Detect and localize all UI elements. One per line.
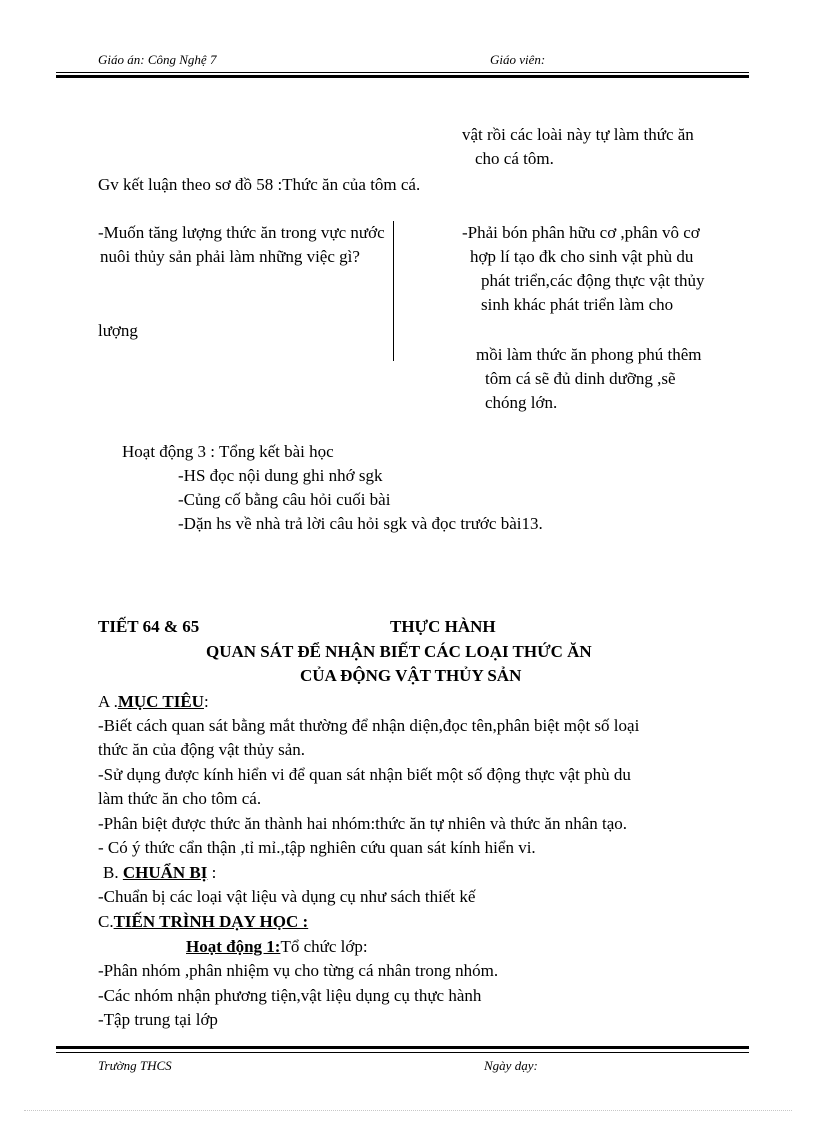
question-line: nuôi thủy sản phải làm những việc gì? [100, 247, 360, 266]
activity3-title: Hoạt động 3 : Tổng kết bài học [122, 442, 334, 461]
teacher-conclusion: Gv kết luận theo sơ đồ 58 :Thức ăn của tôm cá. [98, 175, 421, 194]
activity3-item: -Dặn hs về nhà trả lời câu hỏi sgk và đọc trước bài13. [178, 514, 543, 533]
procedure-line: -Các nhóm nhận phương tiện,vật liệu dụng cụ thực hành [98, 986, 482, 1005]
header-right: Giáo viên: [490, 52, 546, 67]
footer-rule-thin [56, 1052, 749, 1053]
preparation-line: -Chuẩn bị các loại vật liệu và dụng cụ như sách thiết kế [98, 887, 476, 906]
answer-line: tôm cá sẽ đủ dinh dưỡng ,sẽ [485, 369, 676, 388]
lesson-kind: THỰC HÀNH [390, 617, 496, 636]
lesson-title: QUAN SÁT ĐỂ NHẬN BIẾT CÁC LOẠI THỨC ĂN [206, 642, 592, 661]
header-rule-thick [56, 75, 749, 78]
answer-line: -Phải bón phân hữu cơ ,phân vô cơ [462, 223, 700, 242]
header-left: Giáo án: Công Nghệ 7 [98, 52, 217, 67]
footer-left: Trường THCS [98, 1058, 172, 1073]
section-c-heading: C.TIẾN TRÌNH DẠY HỌC : [98, 912, 309, 931]
objective-line: - Có ý thức cẩn thận ,tỉ mỉ.,tập nghiên cứu quan sát kính hiển vi. [98, 838, 536, 857]
answer-orphan-word: lượng [98, 321, 138, 340]
right-column-line: cho cá tôm. [475, 149, 554, 168]
answer-line: sinh khác phát triển làm cho [481, 295, 674, 314]
objective-line: thức ăn của động vật thủy sản. [98, 740, 306, 759]
answer-line: chóng lớn. [485, 393, 558, 412]
answer-line: phát triển,các động thực vật thủy [481, 271, 705, 290]
section-a-heading: A .MỤC TIÊU: [98, 692, 209, 711]
section-b-heading: B. CHUẨN BỊ : [103, 863, 217, 882]
activity3-item: -HS đọc nội dung ghi nhớ sgk [178, 466, 383, 485]
answer-line: hợp lí tạo đk cho sinh vật phù du [470, 247, 694, 266]
footer-rule-thick [56, 1046, 749, 1049]
answer-line: mồi làm thức ăn phong phú thêm [476, 345, 702, 364]
objective-line: -Sử dụng được kính hiển vi để quan sát nhận biết một số động thực vật phù du [98, 765, 631, 784]
right-column-line: vật rồi các loài này tự làm thức ăn [462, 125, 694, 144]
activity1-heading: Hoạt động 1:Tổ chức lớp: [186, 937, 368, 956]
page-edge-dots [24, 1110, 792, 1111]
objective-line: -Biết cách quan sát bằng mắt thường để nhận diện,đọc tên,phân biệt một số loại [98, 716, 640, 735]
objective-line: làm thức ăn cho tôm cá. [98, 789, 262, 808]
footer-right: Ngày dạy: [484, 1058, 538, 1073]
objective-line: -Phân biệt được thức ăn thành hai nhóm:thức ăn tự nhiên và thức ăn nhân tạo. [98, 814, 628, 833]
question-line: -Muốn tăng lượng thức ăn trong vực nước [98, 223, 385, 242]
column-divider [393, 221, 394, 361]
header-rule-thin [56, 72, 749, 73]
procedure-line: -Phân nhóm ,phân nhiệm vụ cho từng cá nhân trong nhóm. [98, 961, 499, 980]
lesson-title: CỦA ĐỘNG VẬT THỦY SẢN [300, 666, 522, 685]
activity3-item: -Củng cố bằng câu hỏi cuối bài [178, 490, 391, 509]
lesson-code: TIẾT 64 & 65 [98, 617, 200, 636]
procedure-line: -Tập trung tại lớp [98, 1010, 218, 1029]
